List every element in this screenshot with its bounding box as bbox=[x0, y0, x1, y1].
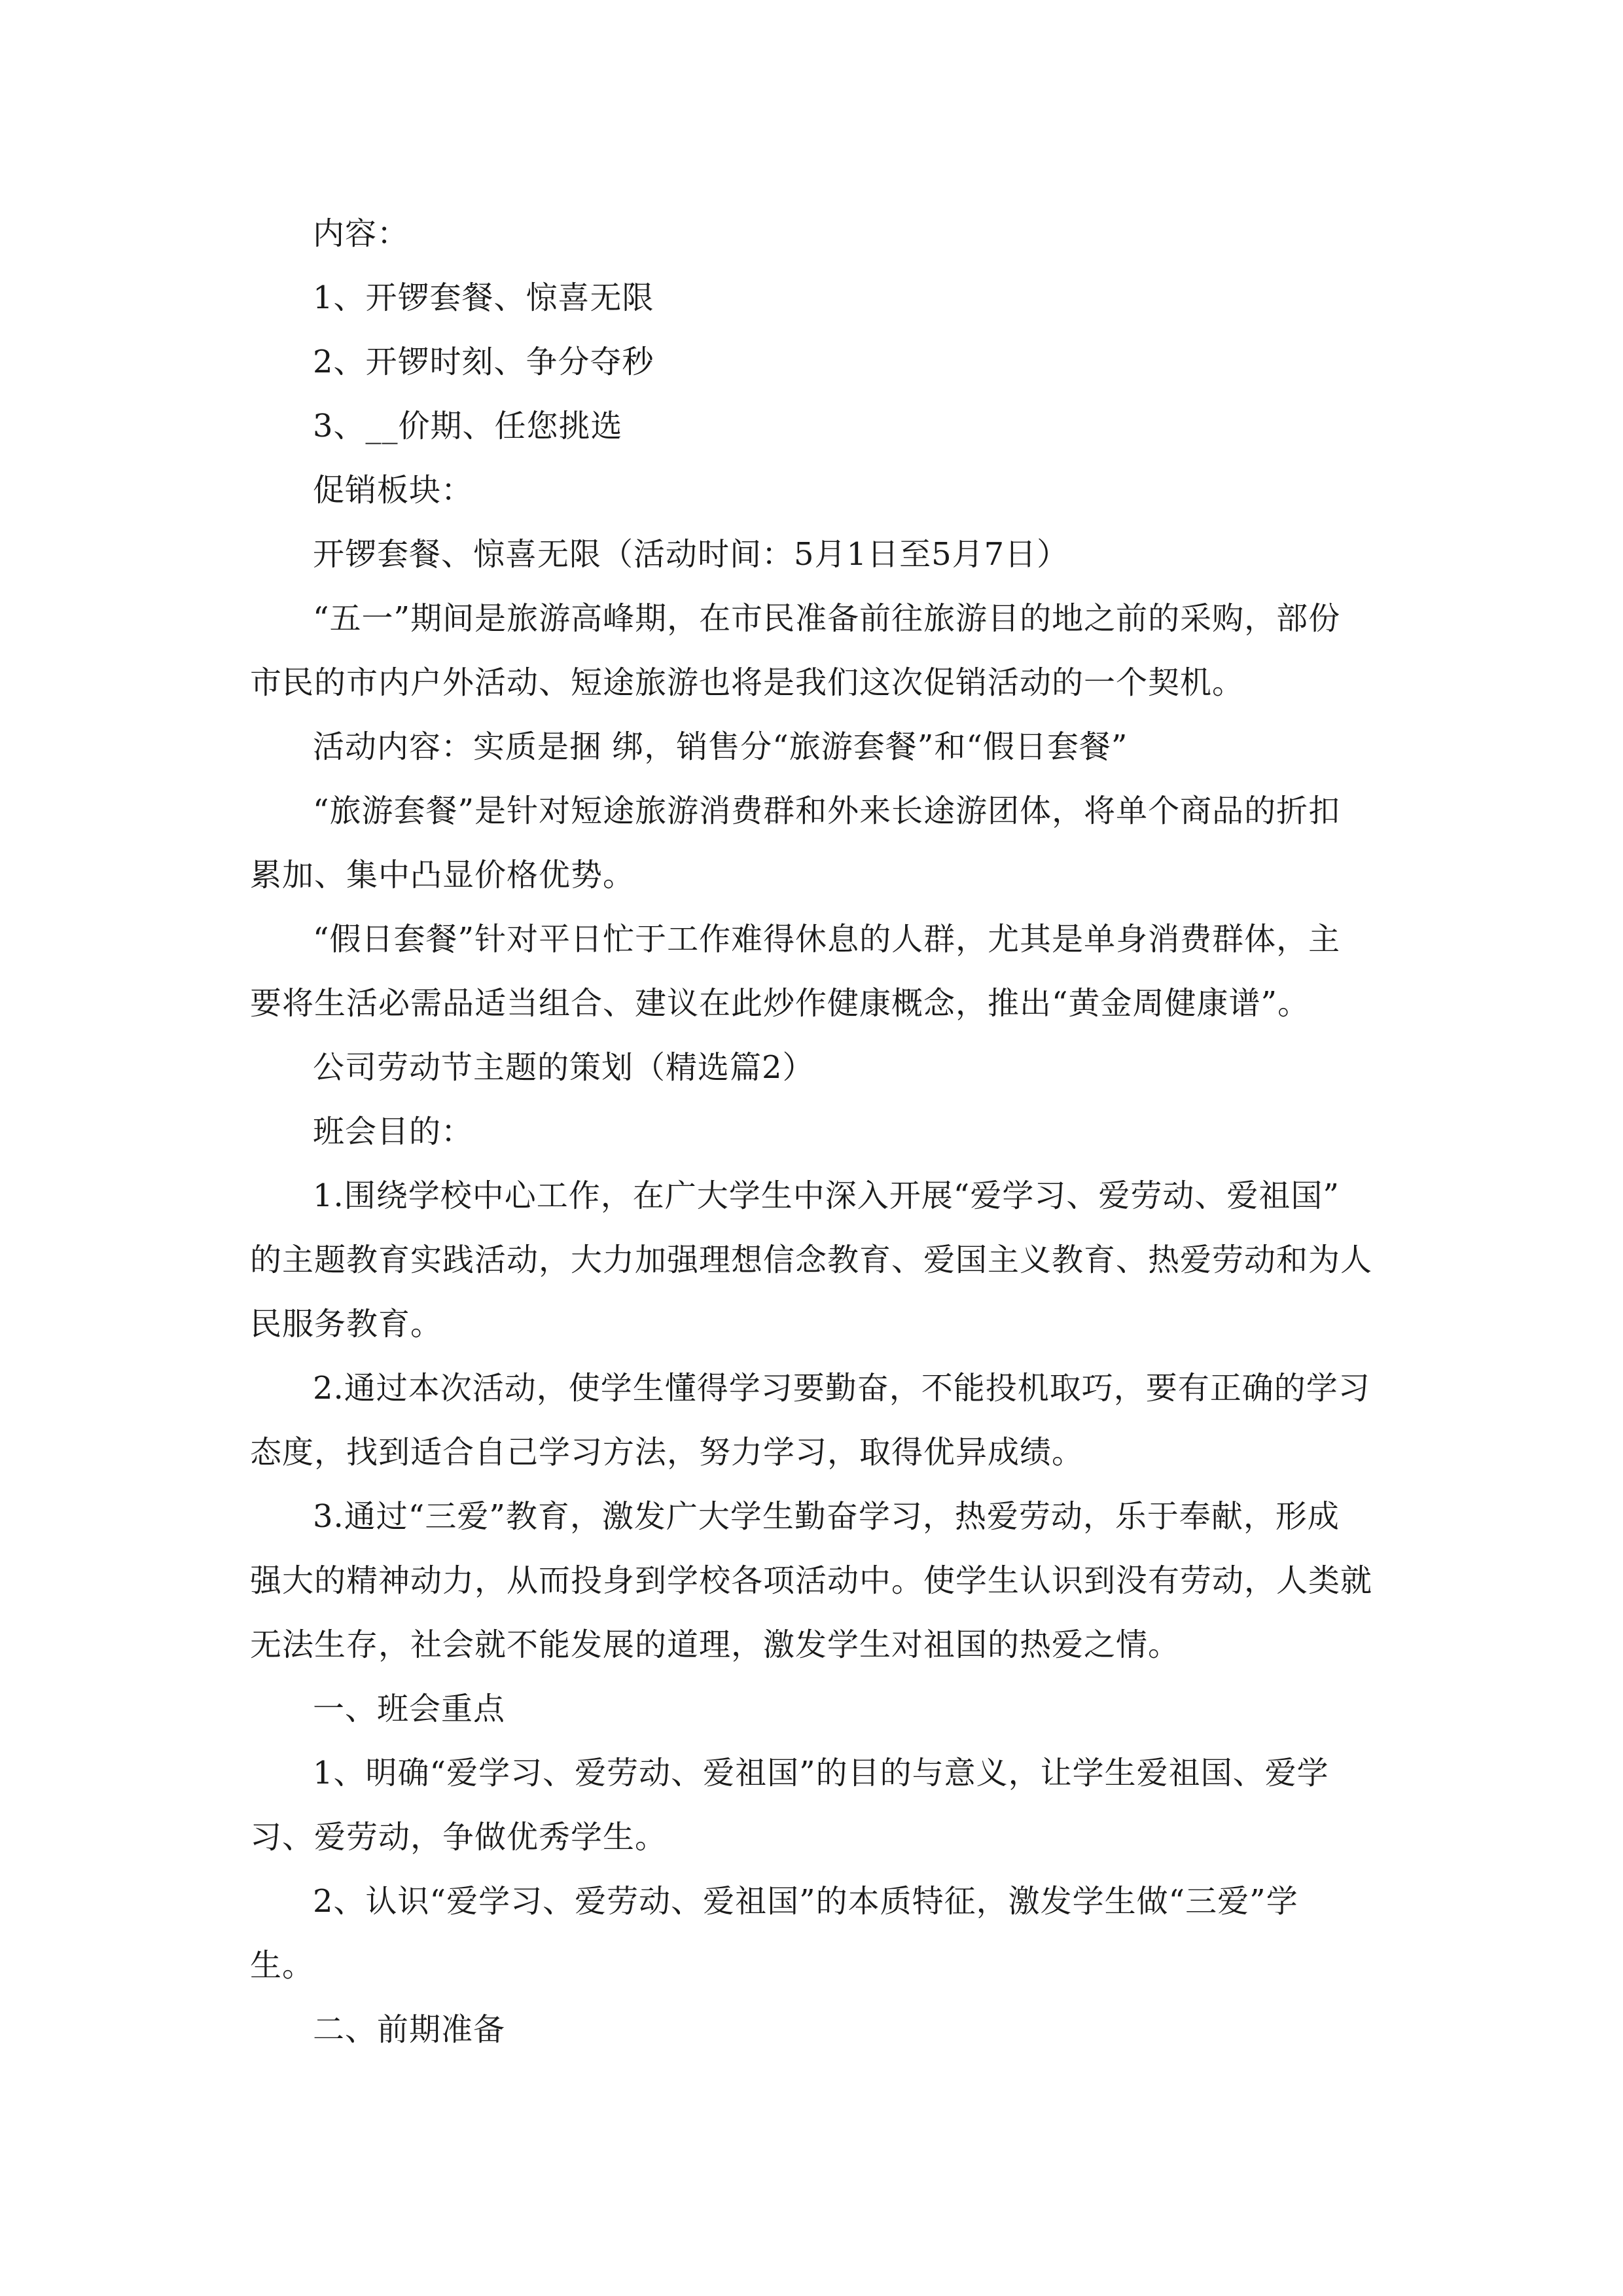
paragraph-line: 生。 bbox=[250, 1947, 315, 1984]
paragraph-line: “假日套餐”针对平日忙于工作难得休息的人群，尤其是单身消费群体，主 bbox=[313, 921, 1341, 958]
paragraph-line: 无法生存，社会就不能发展的道理，激发学生对祖国的热爱之情。 bbox=[250, 1626, 1181, 1663]
paragraph-line: 2、认识“爱学习、爱劳动、爱祖国”的本质特征，激发学生做“三爱”学 bbox=[313, 1883, 1298, 1920]
paragraph-line: 2.通过本次活动，使学生懂得学习要勤奋，不能投机取巧，要有正确的学习 bbox=[313, 1370, 1370, 1407]
paragraph-line: 态度，找到适合自己学习方法，努力学习，取得优异成绩。 bbox=[250, 1434, 1084, 1471]
section-heading-article-2: 公司劳动节主题的策划（精选篇2） bbox=[313, 1049, 815, 1086]
content-item-3: 3、__价期、任您挑选 bbox=[313, 408, 623, 444]
content-item-2: 2、开锣时刻、争分夺秒 bbox=[313, 344, 654, 380]
section-heading-key-points: 一、班会重点 bbox=[313, 1691, 506, 1727]
paragraph-line: 3.通过“三爱”教育，激发广大学生勤奋学习，热爱劳动，乐于奉献，形成 bbox=[313, 1498, 1340, 1535]
paragraph-line: 活动内容：实质是捆 绑，销售分“旅游套餐”和“假日套餐” bbox=[313, 728, 1128, 765]
paragraph-line: “旅游套餐”是针对短途旅游消费群和外来长途游团体，将单个商品的折扣 bbox=[313, 793, 1341, 829]
paragraph-line: 习、爱劳动，争做优秀学生。 bbox=[250, 1819, 668, 1856]
paragraph-line: 要将生活必需品适当组合、建议在此炒作健康概念，推出“黄金周健康谱”。 bbox=[250, 985, 1310, 1022]
paragraph-line: “五一”期间是旅游高峰期，在市民准备前往旅游目的地之前的采购，部份 bbox=[313, 600, 1341, 637]
document-body bbox=[250, 202, 1377, 2062]
paragraph-line: 累加、集中凸显价格优势。 bbox=[250, 857, 635, 893]
section-heading-content: 内容： bbox=[313, 215, 410, 252]
paragraph-line: 民服务教育。 bbox=[250, 1306, 443, 1342]
paragraph-line: 强大的精神动力，从而投身到学校各项活动中。使学生认识到没有劳动，人类就 bbox=[250, 1562, 1373, 1599]
paragraph-line: 1、明确“爱学习、爱劳动、爱祖国”的目的与意义，让学生爱祖国、爱学 bbox=[313, 1755, 1329, 1791]
section-heading-preparation: 二、前期准备 bbox=[313, 2011, 506, 2048]
content-item-1: 1、开锣套餐、惊喜无限 bbox=[313, 279, 654, 316]
paragraph-line: 市民的市内户外活动、短途旅游也将是我们这次促销活动的一个契机。 bbox=[250, 664, 1245, 701]
paragraph-line: 的主题教育实践活动，大力加强理想信念教育、爱国主义教育、热爱劳动和为人 bbox=[250, 1242, 1373, 1278]
section-heading-promotion: 促销板块： bbox=[313, 472, 474, 509]
paragraph-line: 1.围绕学校中心工作，在广大学生中深入开展“爱学习、爱劳动、爱祖国” bbox=[313, 1177, 1340, 1214]
promotion-title: 开锣套餐、惊喜无限（活动时间：5月1日至5月7日） bbox=[313, 536, 1069, 573]
section-heading-purpose: 班会目的： bbox=[313, 1113, 474, 1150]
